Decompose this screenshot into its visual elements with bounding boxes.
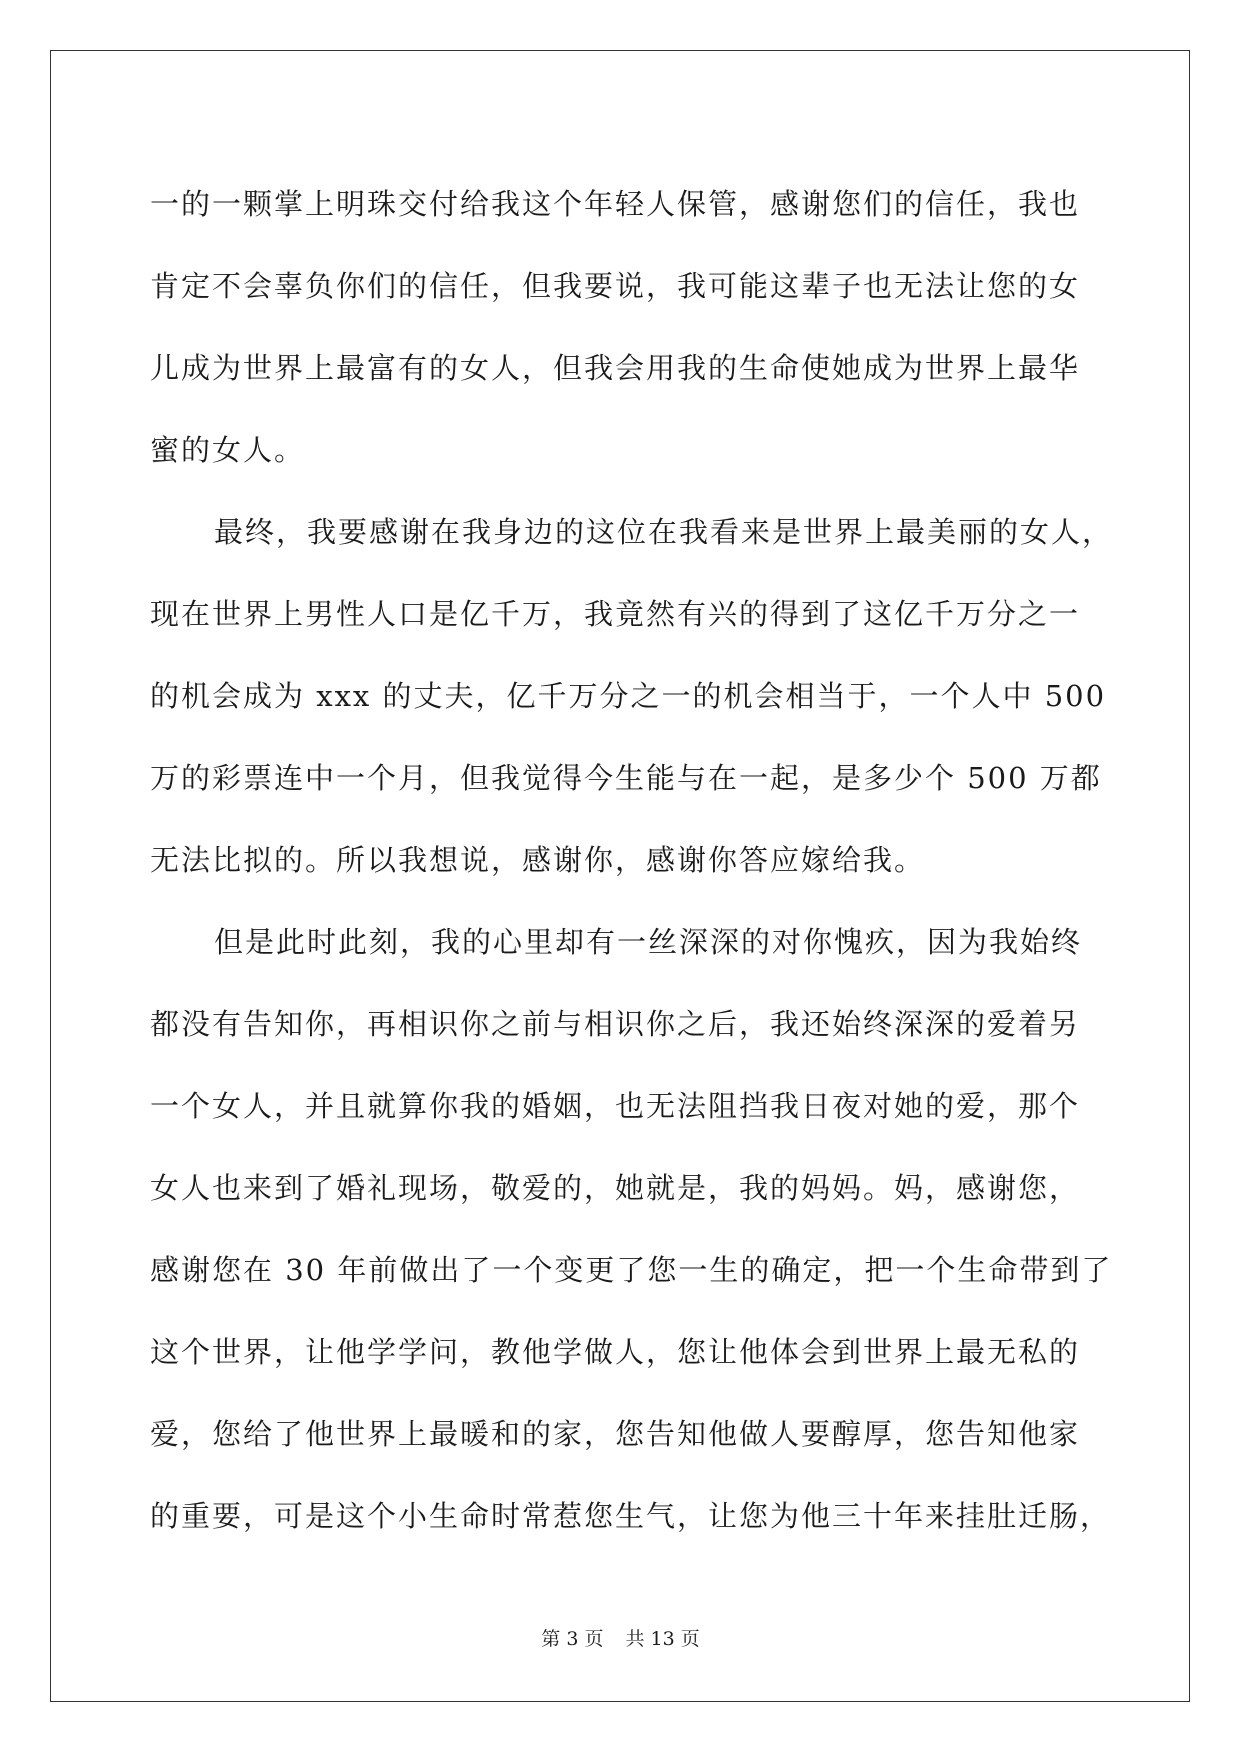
text-line: 一的一颗掌上明珠交付给我这个年轻人保管，感谢您们的信任，我也 [150, 187, 1081, 221]
page-number: 第 3 页 [541, 1628, 604, 1650]
text-line: 感谢您在 30 年前做出了一个变更了您一生的确定，把一个生命带到了 [150, 1253, 1113, 1287]
page-total: 共 13 页 [625, 1628, 700, 1650]
text-line: 无法比拟的。所以我想说，感谢你，感谢你答应嫁给我。 [150, 843, 926, 877]
text-line: 这个世界，让他学学问，教他学做人，您让他体会到世界上最无私的 [150, 1335, 1081, 1369]
text-line: 都没有告知你，再相识你之前与相识你之后，我还始终深深的爱着另 [150, 1007, 1081, 1041]
text-line: 现在世界上男性人口是亿千万，我竟然有兴的得到了这亿千万分之一 [150, 597, 1081, 631]
text-line: 爱，您给了他世界上最暖和的家，您告知他做人要醇厚，您告知他家 [150, 1417, 1081, 1451]
text-line: 一个女人，并且就算你我的婚姻，也无法阻挡我日夜对她的爱，那个 [150, 1089, 1081, 1123]
paragraph-start-line: 最终，我要感谢在我身边的这位在我看来是世界上最美丽的女人， [214, 515, 1114, 549]
text-line: 的机会成为 xxx 的丈夫，亿千万分之一的机会相当于，一个人中 500 [150, 679, 1107, 713]
text-line: 的重要，可是这个小生命时常惹您生气，让您为他三十年来挂肚迁肠， [150, 1499, 1112, 1533]
text-line: 万的彩票连中一个月，但我觉得今生能与在一起，是多少个 500 万都 [150, 761, 1102, 795]
text-line: 肯定不会辜负你们的信任，但我要说，我可能这辈子也无法让您的女 [150, 269, 1081, 303]
text-line: 儿成为世界上最富有的女人，但我会用我的生命使她成为世界上最华 [150, 351, 1081, 385]
paragraph-start-line: 但是此时此刻，我的心里却有一丝深深的对你愧疚，因为我始终 [214, 925, 1083, 959]
document-body [150, 163, 1114, 1557]
text-line: 女人也来到了婚礼现场，敬爱的，她就是，我的妈妈。妈，感谢您， [150, 1171, 1081, 1205]
text-line: 蜜的女人。 [150, 433, 306, 467]
page-footer [0, 1624, 1241, 1651]
